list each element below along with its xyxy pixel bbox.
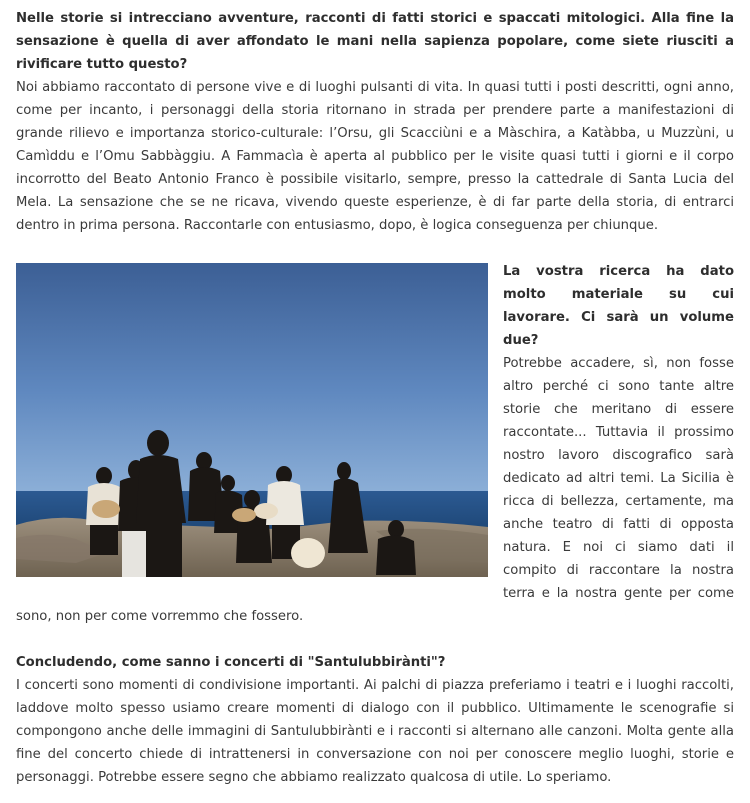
qa-block-3	[16, 651, 734, 789]
question-2: La vostra ricerca ha dato molto materiale su cui lavorare. Ci sarà un volume due?	[503, 264, 734, 348]
answer-1: Noi abbiamo raccontato di persone vive e di luoghi pulsanti di vita. In quasi tutti i posti descritti, ogni anno, come per incanto, i personaggi della storia ritornano in strada per prendere parte a manifestazioni di grande rilievo e importanza storico-culturale: l’Orsu, gli Scacciùni e a Màschira, a Katàbba, u Muzzùni, u Camìddu e l’Omu Sabbàggiu. A Fammacìa è aperta al pubblico per le visite quasi tutti i giorni e il corpo incorrotto del Beato Antonio Franco è possibile visitarlo, sempre, presso la cattedrale di Santa Lucia del Mela. La sensazione che se ne ricava, vivendo queste esperienze, è di far parte della storia, di entrarci dentro in prima persona. Raccontarle con entusiasmo, dopo, è logica conseguenza per chiunque.	[16, 80, 734, 233]
question-1: Nelle storie si intrecciano avventure, racconti di fatti storici e spaccati mitologici. Alla fine la sensazione è quella di aver affondato le mani nella sapienza popolare, come siete riusciti a rivificare tutto questo?	[16, 11, 734, 72]
qa-block-2	[16, 260, 734, 628]
question-3: Concludendo, come sanno i concerti di "Santulubbirànti"?	[16, 655, 446, 670]
answer-3: I concerti sono momenti di condivisione importanti. Ai palchi di piazza preferiamo i teatri e i luoghi raccolti, laddove molto spesso usiamo creare momenti di dialogo con il pubblico. Ultimamente le scenografie si compongono anche delle immagini di Santulubbirànti e i racconti si alternano alle canzoni. Molta gente alla fine del concerto chiede di intrattenersi in conversazione con noi per conoscere meglio luoghi, storie e personaggi. Potrebbe essere segno che abbiamo realizzato qualcosa di utile. Lo speriamo.	[16, 678, 734, 785]
band-photo-image	[16, 263, 488, 577]
answer-2: Potrebbe accadere, sì, non fosse altro perché ci sono tante altre storie che meritano di essere raccontate... Tuttavia il prossimo nostro lavoro discografico sarà dedicato ad altri temi. La Sicilia è ricca di bellezza, certamente, ma anche teatro di fatti di opposta natura. E noi ci siamo dati il compito di raccontare la nostra terra e la nostra gente per come sono, non per come vorremmo che fossero.	[16, 356, 734, 624]
band-photo	[16, 263, 488, 577]
qa-block-1	[16, 7, 734, 237]
